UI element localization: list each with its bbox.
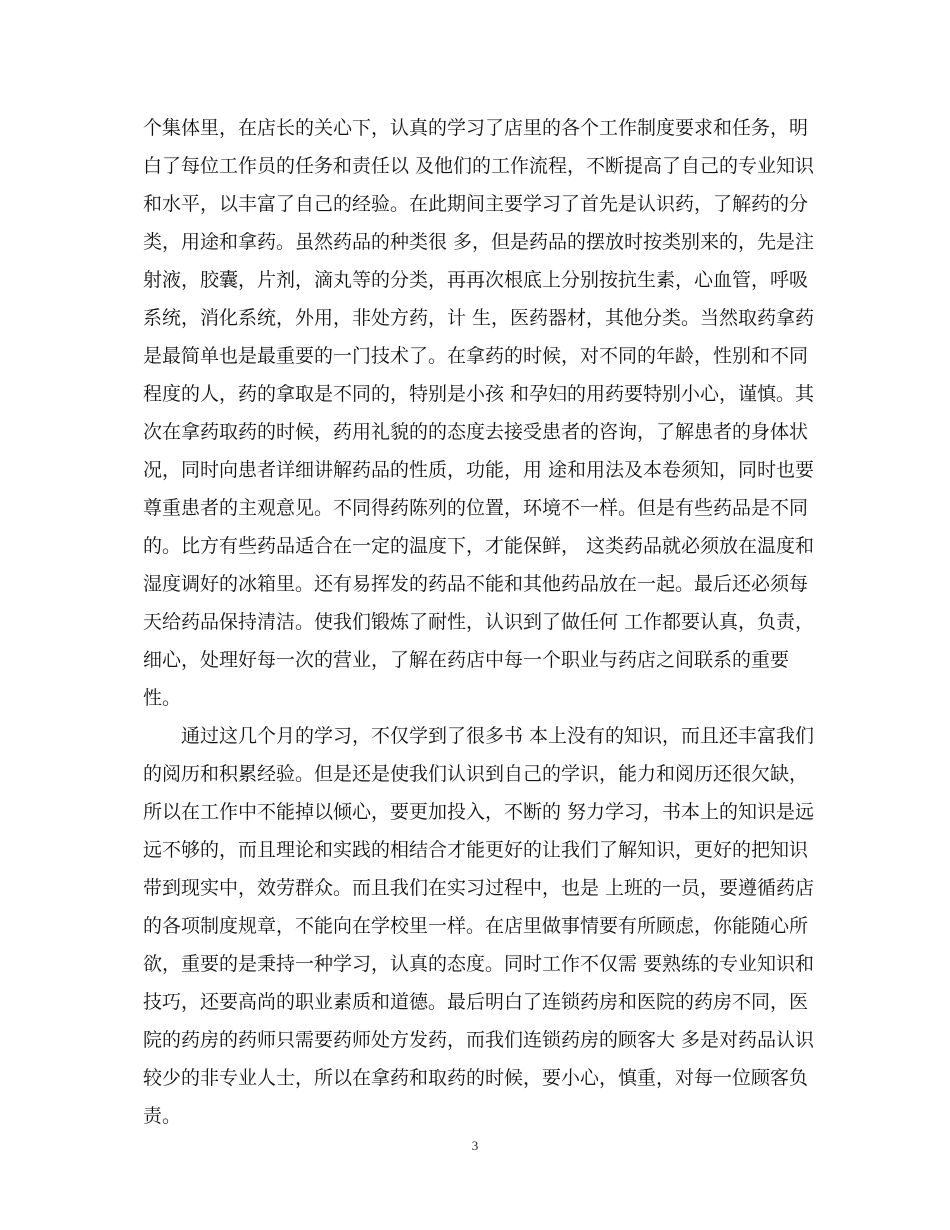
text-line: 个集体里，在店长的关心下，认真的学习了店里的各个工作制度要求和任务，明 xyxy=(143,117,809,139)
text-line: 次在拿药取药的时候，药用礼貌的的态度去接受患者的咨询，了解患者的身体状 xyxy=(143,421,809,443)
text-line: 系统，消化系统，外用，非处方药，计 生，医药器材，其他分类。当然取药拿药 xyxy=(143,307,815,329)
text-line: 较少的非专业人士，所以在拿药和取药的时候，要小心，慎重，对每一位顾客负 xyxy=(143,1067,809,1089)
text-line: 和水平，以丰富了自己的经验。在此期间主要学习了首先是认识药，了解药的分 xyxy=(143,193,809,215)
text-line: 尊重患者的主观意见。不同得药陈列的位置，环境不一样。但是有些药品是不同 xyxy=(143,497,809,519)
text-line: 的阅历和积累经验。但是还是使我们认识到自己的学识，能力和阅历还很欠缺， xyxy=(143,763,809,785)
text-line: 细心，处理好每一次的营业，了解在药店中每一个职业与药店之间联系的重要 xyxy=(143,649,790,671)
text-line: 通过这几个月的学习，不仅学到了很多书 本上没有的知识，而且还丰富我们 xyxy=(181,725,815,747)
text-line: 责。 xyxy=(143,1105,182,1127)
text-line: 天给药品保持清洁。使我们锻炼了耐性，认识到了做任何 工作都要认真，负责， xyxy=(143,611,815,633)
text-line: 射液，胶囊，片剂，滴丸等的分类，再再次根底上分别按抗生素，心血管，呼吸 xyxy=(143,269,809,291)
text-line: 带到现实中，效劳群众。而且我们在实习过程中，也是 上班的一员，要遵循药店 xyxy=(143,877,815,899)
text-line: 况，同时向患者详细讲解药品的性质，功能，用 途和用法及本卷须知，同时也要 xyxy=(143,459,815,481)
page-number: 3 xyxy=(471,1138,479,1153)
text-line: 的。比方有些药品适合在一定的温度下，才能保鲜， 这类药品就必须放在温度和 xyxy=(143,535,815,557)
text-line: 性。 xyxy=(143,687,182,709)
text-line: 院的药房的药师只需要药师处方发药，而我们连锁药房的顾客大 多是对药品认识 xyxy=(143,1029,815,1051)
text-line: 是最简单也是最重要的一门技术了。在拿药的时候，对不同的年龄，性别和不同 xyxy=(143,345,809,367)
text-line: 的各项制度规章，不能向在学校里一样。在店里做事情要有所顾虑，你能随心所 xyxy=(143,915,809,937)
text-line: 类，用途和拿药。虽然药品的种类很 多，但是药品的摆放时按类别来的，先是注 xyxy=(143,231,815,253)
text-line: 所以在工作中不能掉以倾心，要更加投入，不断的 努力学习，书本上的知识是远 xyxy=(143,801,815,823)
text-line: 白了每位工作员的任务和责任以 及他们的工作流程，不断提高了自己的专业知识 xyxy=(143,155,815,177)
text-line: 欲，重要的是秉持一种学习，认真的态度。同时工作不仅需 要熟练的专业知识和 xyxy=(143,953,815,975)
text-line: 技巧，还要高尚的职业素质和道德。最后明白了连锁药房和医院的药房不同，医 xyxy=(143,991,809,1013)
text-line: 程度的人，药的拿取是不同的，特别是小孩 和孕妇的用药要特别小心，谨慎。其 xyxy=(143,383,815,405)
text-line: 湿度调好的冰箱里。还有易挥发的药品不能和其他药品放在一起。最后还必须每 xyxy=(143,573,809,595)
text-line: 远不够的，而且理论和实践的相结合才能更好的让我们了解知识，更好的把知识 xyxy=(143,839,809,861)
